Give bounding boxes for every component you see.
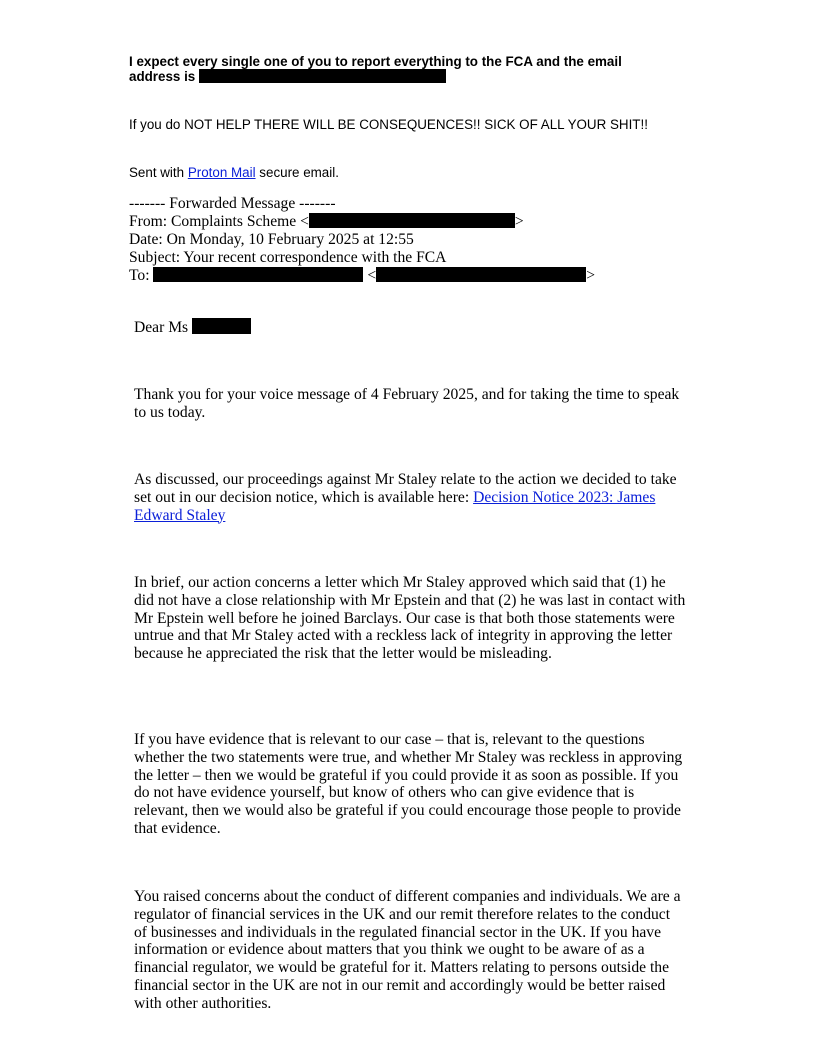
address-prefix: address is <box>129 69 196 84</box>
from-line <box>129 213 595 231</box>
opening-line-1: I expect every single one of you to report everything to the FCA and the email <box>129 54 622 69</box>
paragraph-voice-message: Thank you for your voice message of 4 February 2025, and for taking the time to speak to us today. <box>134 386 680 421</box>
redacted-to-address <box>376 267 586 282</box>
decision-notice-link[interactable]: Decision Notice 2023: James Edward Staley <box>134 488 656 524</box>
from-label: From: Complaints Scheme < <box>129 213 309 230</box>
to-open: < <box>367 267 377 284</box>
date-line: Date: On Monday, 10 February 2025 at 12:55 <box>129 231 414 248</box>
sent-suffix: secure email. <box>259 165 339 180</box>
redacted-recipient-name <box>192 318 251 334</box>
to-close: > <box>586 267 595 284</box>
consequences-line: If you do NOT HELP THERE WILL BE CONSEQUENCES!! SICK OF ALL YOUR SHIT!! <box>129 117 648 132</box>
redacted-from-address <box>309 213 515 228</box>
redacted-to-name <box>153 267 363 282</box>
paragraph-decision-notice <box>134 471 686 524</box>
redacted-email-address <box>199 69 446 83</box>
forwarded-headers <box>129 195 595 285</box>
decision-notice-text: As discussed, our proceedings against Mr Staley relate to the action we decided to take set out in our decision notice, which is available here: <box>134 471 677 506</box>
opening-line-2 <box>129 69 689 84</box>
to-label: To: <box>129 267 150 284</box>
proton-mail-link[interactable]: Proton Mail <box>187 165 256 180</box>
greeting-text: Dear Ms <box>134 319 189 336</box>
forwarded-header: ------- Forwarded Message ------- <box>129 195 336 212</box>
to-line <box>129 267 595 285</box>
subject-line: Subject: Your recent correspondence with the FCA <box>129 249 447 266</box>
greeting <box>134 318 686 337</box>
paragraph-action-summary: In brief, our action concerns a letter which Mr Staley approved which said that (1) he did not have a close relationship with Mr Epstein and that (2) he was last in contact with Mr Epstein well before he joined Barclays. Our case is that both those statements were untrue and that Mr Staley acted with a reckless lack of integrity in approving the letter because he appreciated the risk that the letter would be misleading. <box>134 574 686 663</box>
sent-prefix: Sent with <box>129 165 185 180</box>
paragraph-evidence-request: If you have evidence that is relevant to our case – that is, relevant to the questions whether the two statements were true, and whether Mr Staley was reckless in approving the letter – then we would be grateful if you could provide it as soon as possible. If you do not have evidence yourself, but know of others who can give evidence that is relevant, then we would also be grateful if you could encourage those people to provide that evidence. <box>134 731 683 837</box>
paragraph-remit: You raised concerns about the conduct of different companies and individuals. We are a regulator of financial services in the UK and our remit therefore relates to the conduct of businesses and individuals in the regulated financial sector in the UK. If you have information or evidence about matters that you think we ought to be aware of as a financial regulator, we would be grateful for it. Matters relating to persons outside the financial sector in the UK are not in our remit and accordingly would be better raised with other authorities. <box>134 888 681 1012</box>
opening-demand <box>129 54 689 84</box>
sent-with-line <box>129 165 339 180</box>
from-close: > <box>514 213 524 230</box>
